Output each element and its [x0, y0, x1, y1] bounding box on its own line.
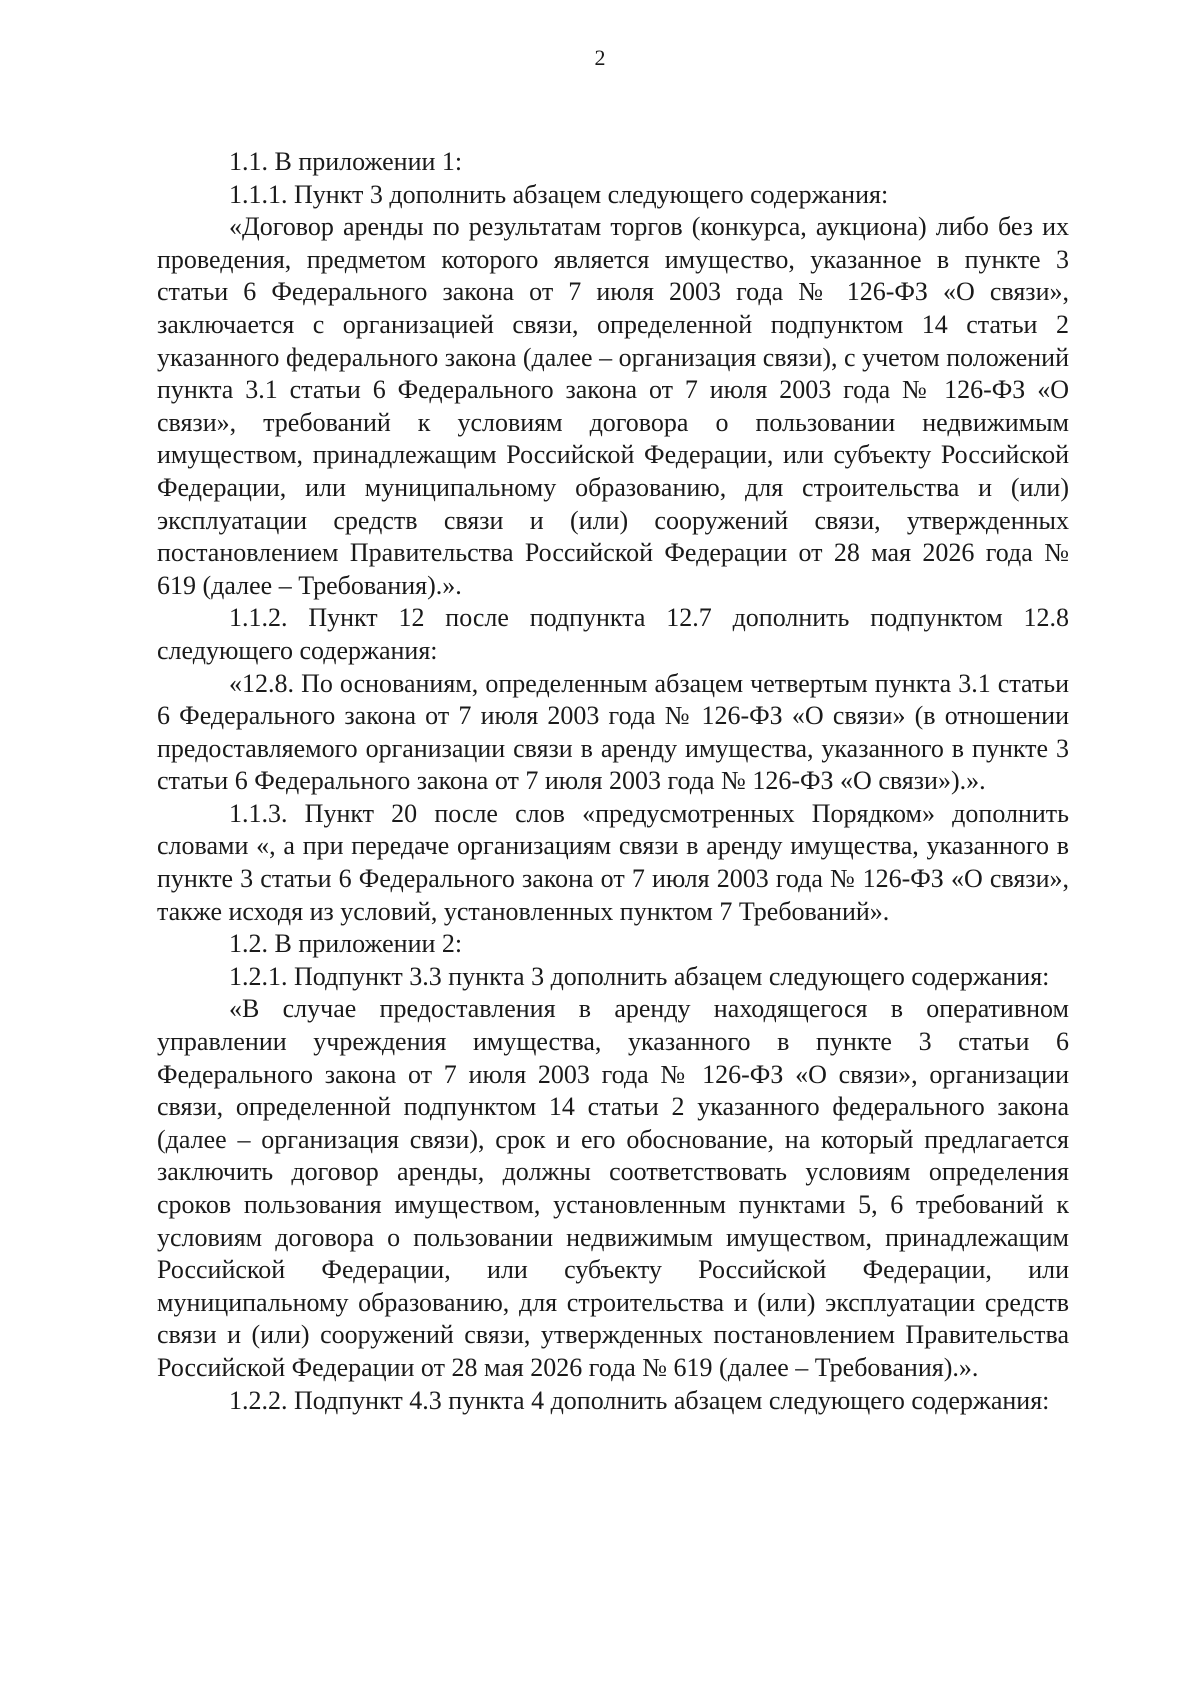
page-number: 2 — [594, 45, 606, 70]
paragraph-1-1-3: 1.1.3. Пункт 20 после слов «предусмотренных Порядком» дополнить словами «, а при передаче организациям связи в аренду имущества, указанного в пункте 3 статьи 6 Федерального закона от 7 июля 2003 года № 126-ФЗ «О связи», также исходя из условий, установленных пунктом 7 Требований». — [157, 798, 1069, 926]
document-body — [157, 146, 1069, 1417]
quoted-amendment-12-8: «12.8. По основаниям, определенным абзацем четвертым пункта 3.1 статьи 6 Федерального закона от 7 июля 2003 года № 126-ФЗ «О связи» (в отношении предоставляемого организации связи в аренду имущества, указанного в пункте 3 статьи 6 Федерального закона от 7 июля 2003 года № 126-ФЗ «О связи»).». — [157, 668, 1069, 796]
paragraph-1-2: 1.2. В приложении 2: — [229, 929, 463, 959]
paragraph-1-2-2: 1.2.2. Подпункт 4.3 пункта 4 дополнить абзацем следующего содержания: — [229, 1385, 1050, 1415]
quoted-amendment-1-1-1: «Договор аренды по результатам торгов (конкурса, аукциона) либо без их проведения, предметом которого является имущество, указанное в пункте 3 статьи 6 Федерального закона от 7 июля 2003 года № 126-ФЗ «О связи», заключается с организацией связи, определенной подпунктом 14 статьи 2 указанного федерального закона (далее – организация связи), с учетом положений пункта 3.1 статьи 6 Федерального закона от 7 июля 2003 года № 126-ФЗ «О связи», требований к условиям договора о пользовании недвижимым имуществом, принадлежащим Российской Федерации, или субъекту Российской Федерации, или муниципальному образованию, для строительства и (или) эксплуатации средств связи и (или) сооружений связи, утвержденных постановлением Правительства Российской Федерации от 28 мая 2026 года № 619 (далее – Требования).». — [157, 212, 1069, 600]
paragraph-1-1: 1.1. В приложении 1: — [229, 147, 463, 176]
paragraph-1-1-1: 1.1.1. Пункт 3 дополнить абзацем следующего содержания: — [229, 179, 889, 209]
paragraph-1-2-1: 1.2.1. Подпункт 3.3 пункта 3 дополнить абзацем следующего содержания: — [229, 961, 1050, 991]
quoted-amendment-1-2-1: «В случае предоставления в аренду находящегося в оперативном управлении учреждения имущества, указанного в пункте 3 статьи 6 Федерального закона от 7 июля 2003 года № 126-ФЗ «О связи», организации связи, определенной подпунктом 14 статьи 2 указанного федерального закона (далее – организация связи), срок и его обоснование, на который предлагается заключить договор аренды, должны соответствовать условиям определения сроков пользования имуществом, установленным пунктами 5, 6 требований к условиям договора о пользовании недвижимым имуществом, принадлежащим Российской Федерации, или субъекту Российской Федерации, или муниципальному образованию, для строительства и (или) эксплуатации средств связи и (или) сооружений связи, утвержденных постановлением Правительства Российской Федерации от 28 мая 2026 года № 619 (далее – Требования).». — [157, 994, 1069, 1382]
paragraph-1-1-2: 1.1.2. Пункт 12 после подпункта 12.7 дополнить подпунктом 12.8 следующего содержания: — [157, 603, 1069, 665]
